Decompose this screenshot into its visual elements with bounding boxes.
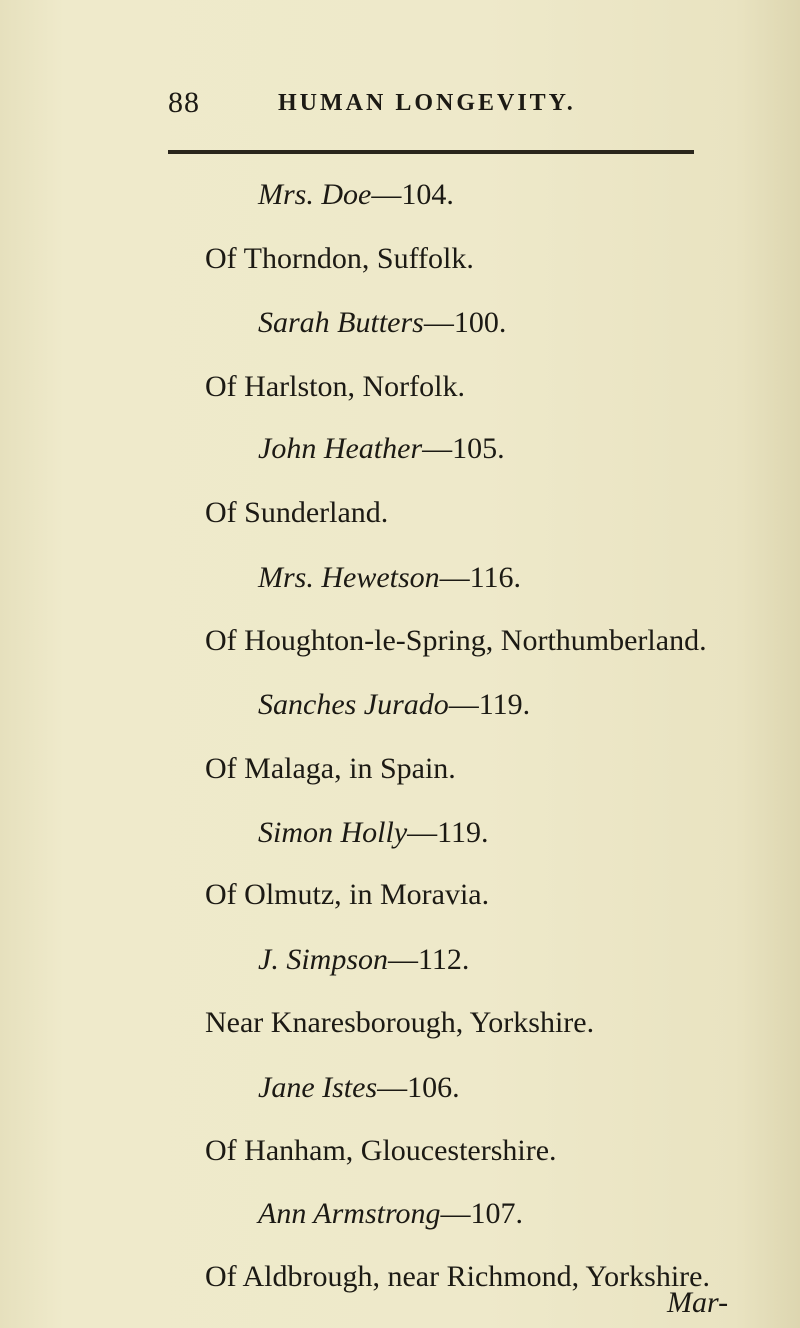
entry-age: —119. (407, 816, 489, 849)
page-number: 88 (168, 86, 200, 119)
entry-age: —119. (448, 688, 531, 721)
entry-place: Of Sunderland. (205, 496, 389, 529)
entry-place: Of Malaga, in Spain. (205, 752, 456, 785)
entry-place: Of Houghton-le-Spring, Northumberland. (205, 624, 707, 657)
entry-place: Of Aldbrough, near Richmond, Yorkshire. (205, 1260, 710, 1293)
entry-name: Simon Holly (258, 816, 408, 849)
entry-place: Near Knaresborough, Yorkshire. (205, 1006, 595, 1039)
running-head: HUMAN LONGEVITY. (278, 90, 576, 116)
entry-name: Ann Armstrong (258, 1197, 441, 1230)
entry-age: —106. (377, 1071, 460, 1104)
entry-age: —116. (439, 561, 522, 594)
catchword: Mar- (667, 1286, 729, 1319)
entry-age: —112. (388, 943, 470, 976)
entry-name: Mrs. Doe (258, 178, 372, 211)
entry-age: —105. (422, 432, 505, 465)
entry-place: Of Olmutz, in Moravia. (205, 878, 490, 911)
entry-name: J. Simpson (258, 943, 388, 976)
entry-age: —100. (423, 306, 507, 339)
header-rule (168, 150, 694, 154)
entry-place: Of Hanham, Gloucestershire. (205, 1134, 557, 1167)
entry-place: Of Harlston, Norfolk. (205, 370, 465, 403)
page-header (168, 86, 708, 126)
entry-name: Mrs. Hewetson (258, 561, 440, 594)
entry-name: Sarah Butters (258, 306, 424, 339)
entry-age: —104. (371, 178, 454, 211)
entry-name: Sanches Jurado (258, 688, 449, 721)
entry-name: John Heather (258, 432, 423, 465)
entry-age: —107. (440, 1197, 524, 1230)
entry-name: Jane Istes (258, 1071, 378, 1104)
entry-place: Of Thorndon, Suffolk. (205, 242, 474, 275)
